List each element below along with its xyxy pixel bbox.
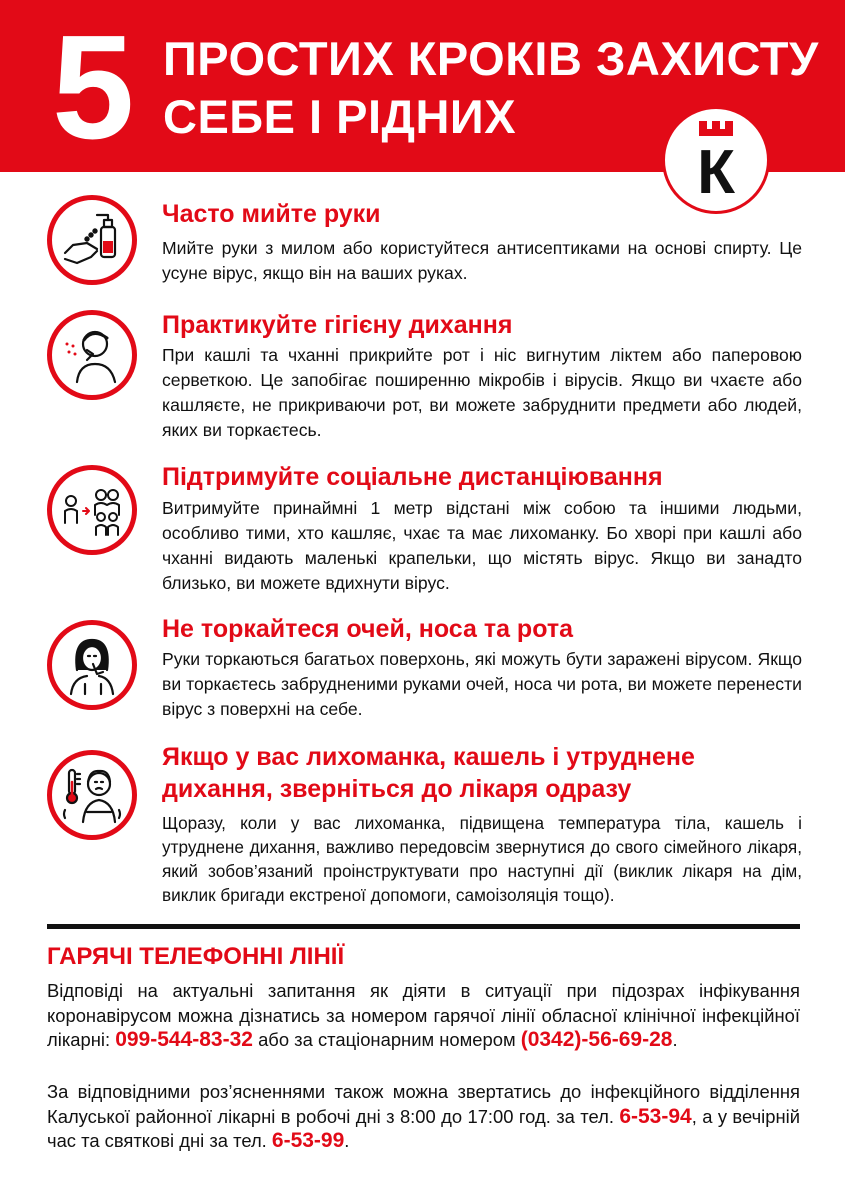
section-divider: [47, 924, 800, 929]
step-text: Мийте руки з милом або користуйтеся антисептиками на основі спирту. Це усуне вірус, якщо він на ваших руках.: [162, 238, 802, 283]
fever-icon: [47, 750, 137, 840]
step-text: Щоразу, коли у вас лихоманка, підвищена температура тіла, кашель і утруднене дихання, важливо передовсім звернутися до свого сімейного лікаря, який зобов’язаний проінструктувати про наступні дії (виклик лікаря на дім, виклик бригади екстреної допомоги, самоізоляція тощо).: [162, 813, 802, 905]
phone-number-daytime[interactable]: 6-53-94: [619, 1104, 692, 1128]
header-number: 5: [52, 5, 135, 170]
svg-text:К: К: [697, 138, 735, 207]
title-line-2: СЕБЕ І РІДНИХ: [163, 90, 517, 143]
step-title: Практикуйте гігієну дихання: [162, 311, 513, 339]
phone-number-hotline[interactable]: 099-544-83-32: [115, 1028, 253, 1051]
hotlines-title: ГАРЯЧІ ТЕЛЕФОННІ ЛІНІЇ: [47, 943, 345, 970]
hotlines-text: Відповіді на актуальні запитання як діяти в ситуації при підозрах інфікування коронавірусом можна дізнатись за номером гарячої лінії обласної клінічної інфекційної лікарні:: [47, 980, 800, 1050]
face-touch-icon: [47, 620, 137, 710]
phone-number-stationary[interactable]: (0342)-56-69-28: [520, 1028, 673, 1051]
step-text: Руки торкаються багатьох поверхонь, які можуть бути заражені вірусом. Якщо ви торкаєтесь забрудненими руками очей, носа чи рота, ви можете перенести вірус з поверхні на себе.: [162, 649, 802, 719]
hand-washing-icon: [47, 195, 137, 285]
step-text: При кашлі та чханні прикрийте рот і ніс вигнутим ліктем або паперовою серветкою. Це запобігає поширенню мікробів і вірусів. Якщо ви чхаєте або кашляєте, не прикриваючи рот, ви можете забруднити предмети або людей, яких ви торкаєтесь.: [162, 345, 802, 440]
hotlines-paragraph-2: [47, 1080, 800, 1154]
hotlines-text: , а у вечірній час та святкові дні за тел.: [47, 1105, 800, 1151]
cough-icon: [47, 310, 137, 400]
step-title-line-1: Якщо у вас лихоманка, кашель і утруднене: [162, 743, 695, 771]
step-text: Витримуйте принаймні 1 метр відстані між собою та іншими людьми, особливо тими, хто кашляє, чхає та має лихоманку. Бо хворі при кашлі або чханні видають маленькі крапельки, що містять вірус. Якщо ви занадто близько, ви можете вдихнути вірус.: [162, 498, 802, 593]
title-line-1: ПРОСТИХ КРОКІВ ЗАХИСТУ: [163, 32, 819, 85]
social-distance-icon: [47, 465, 137, 555]
step-title: Підтримуйте соціальне дистанціювання: [162, 463, 663, 491]
city-logo: [662, 106, 770, 214]
hotlines-text: .: [672, 1029, 678, 1050]
step-title: Не торкайтеся очей, носа та рота: [162, 615, 573, 643]
hotlines-paragraph-1: [47, 979, 800, 1053]
step-title: Часто мийте руки: [162, 200, 381, 228]
hotlines-text: .: [344, 1130, 350, 1151]
phone-number-evening[interactable]: 6-53-99: [271, 1129, 345, 1152]
step-title-line-2: дихання, зверніться до лікаря одразу: [162, 775, 632, 803]
hotlines-text: або за стаціонарним номером: [252, 1029, 521, 1050]
hotlines-text: За відповідними роз’ясненнями також можна звертатись до інфекційного відділення Калуської районної лікарні в робочі дні з 8:00 до 17:00 год. за тел.: [47, 1081, 800, 1127]
tower-k-logo-icon: [665, 109, 767, 211]
